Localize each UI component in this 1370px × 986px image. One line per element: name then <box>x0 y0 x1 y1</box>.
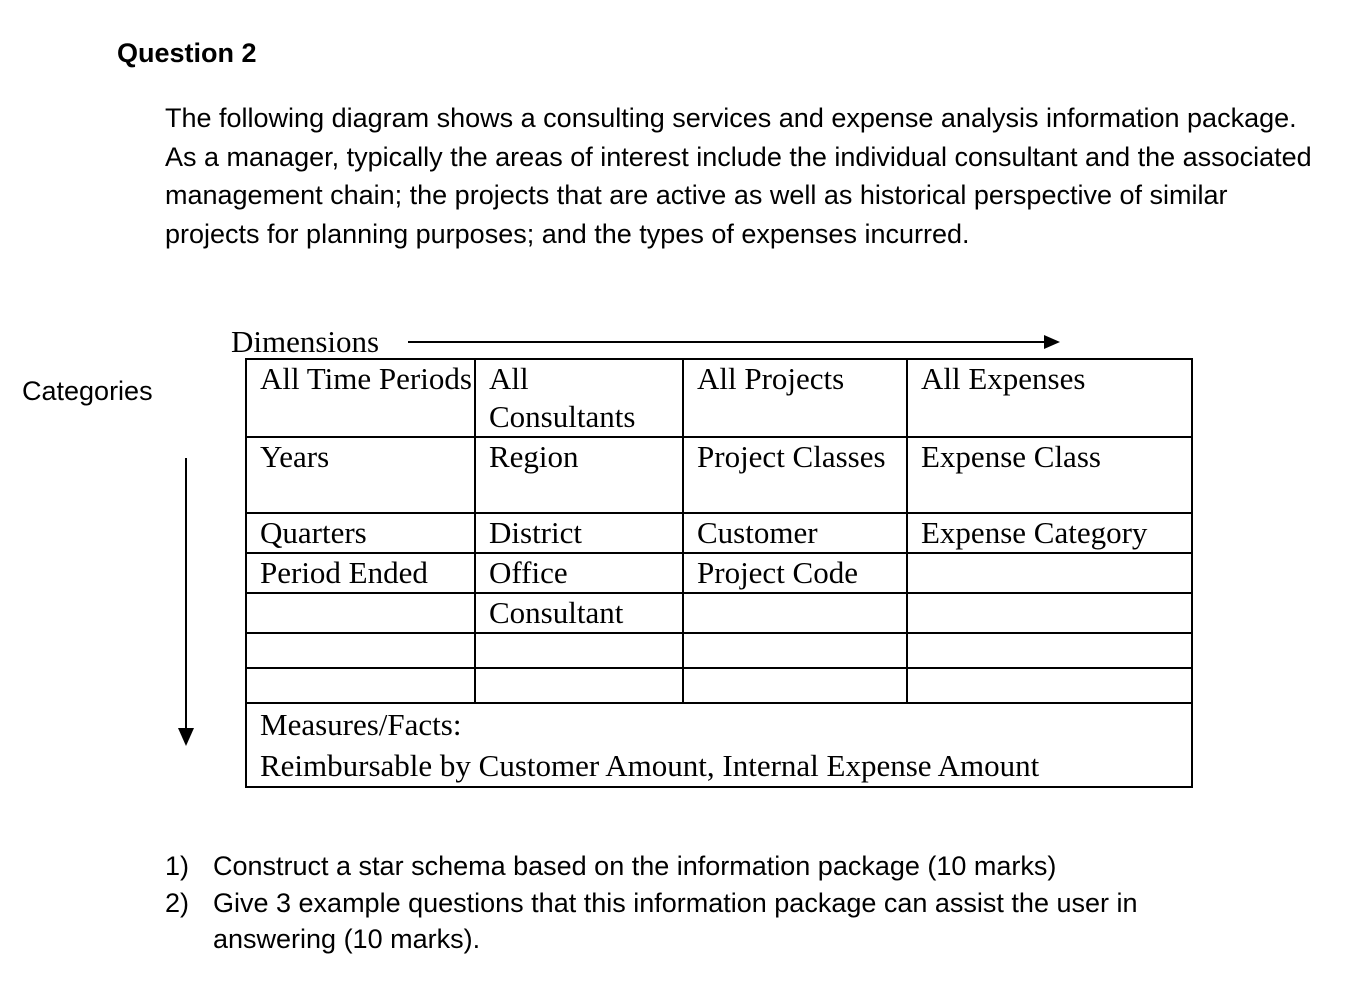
table-cell: Period Ended <box>246 553 475 593</box>
table-cell: All Time Periods <box>246 359 475 437</box>
table-row <box>246 359 1192 437</box>
measures-title: Measures/Facts: <box>260 707 462 742</box>
table-cell <box>683 668 907 703</box>
table-cell: Quarters <box>246 513 475 553</box>
measures-text: Reimbursable by Customer Amount, Internal Expense Amount <box>260 748 1040 783</box>
list-item-number: 1) <box>165 851 190 881</box>
table-row <box>246 668 1192 703</box>
table-cell: Expense Class <box>907 437 1192 513</box>
table-cell <box>475 668 683 703</box>
table-cell <box>246 633 475 668</box>
table-cell: All Consultants <box>475 359 683 437</box>
dimensions-label: Dimensions <box>231 324 380 359</box>
table-row <box>246 703 1192 787</box>
dimensions-arrow <box>408 332 1064 352</box>
table-cell <box>246 593 475 633</box>
table-cell: Customer <box>683 513 907 553</box>
table-cell: Project Code <box>683 553 907 593</box>
table-cell <box>683 633 907 668</box>
table-row <box>246 437 1192 513</box>
list-item <box>165 885 1265 958</box>
task-list <box>165 848 1265 958</box>
list-item-number: 2) <box>165 887 190 918</box>
table-cell: All Projects <box>683 359 907 437</box>
table-row <box>246 633 1192 668</box>
measures-facts-cell <box>246 703 1192 787</box>
table-cell <box>246 668 475 703</box>
table-cell: Years <box>246 437 475 513</box>
table-cell: District <box>475 513 683 553</box>
categories-arrow <box>175 458 197 748</box>
table-cell: All Expenses <box>907 359 1192 437</box>
table-cell: Consultant <box>475 593 683 633</box>
information-package-table <box>245 358 1193 788</box>
table-cell <box>907 593 1192 633</box>
table-cell <box>907 633 1192 668</box>
table-cell: Office <box>475 553 683 593</box>
list-item-text: Give 3 example questions that this information package can assist the user in answering (10 marks). <box>213 887 1138 954</box>
table-row <box>246 593 1192 633</box>
table-cell: Project Classes <box>683 437 907 513</box>
table-cell <box>683 593 907 633</box>
table-row <box>246 513 1192 553</box>
list-item-text: Construct a star schema based on the information package (10 marks) <box>213 851 1057 881</box>
table-cell <box>907 668 1192 703</box>
table-cell <box>907 553 1192 593</box>
table-cell: Region <box>475 437 683 513</box>
list-item <box>165 848 1265 885</box>
question-heading: Question 2 <box>117 38 257 68</box>
categories-label: Categories <box>22 376 153 406</box>
table-cell: Expense Category <box>907 513 1192 553</box>
intro-paragraph: The following diagram shows a consulting services and expense analysis information package. As a manager, typically the areas of interest include the individual consultant and the associated management chain; the projects that are active as well as historical perspective of similar projects for planning purposes; and the types of expenses incurred. <box>165 103 1312 249</box>
table-row <box>246 553 1192 593</box>
table-cell <box>475 633 683 668</box>
